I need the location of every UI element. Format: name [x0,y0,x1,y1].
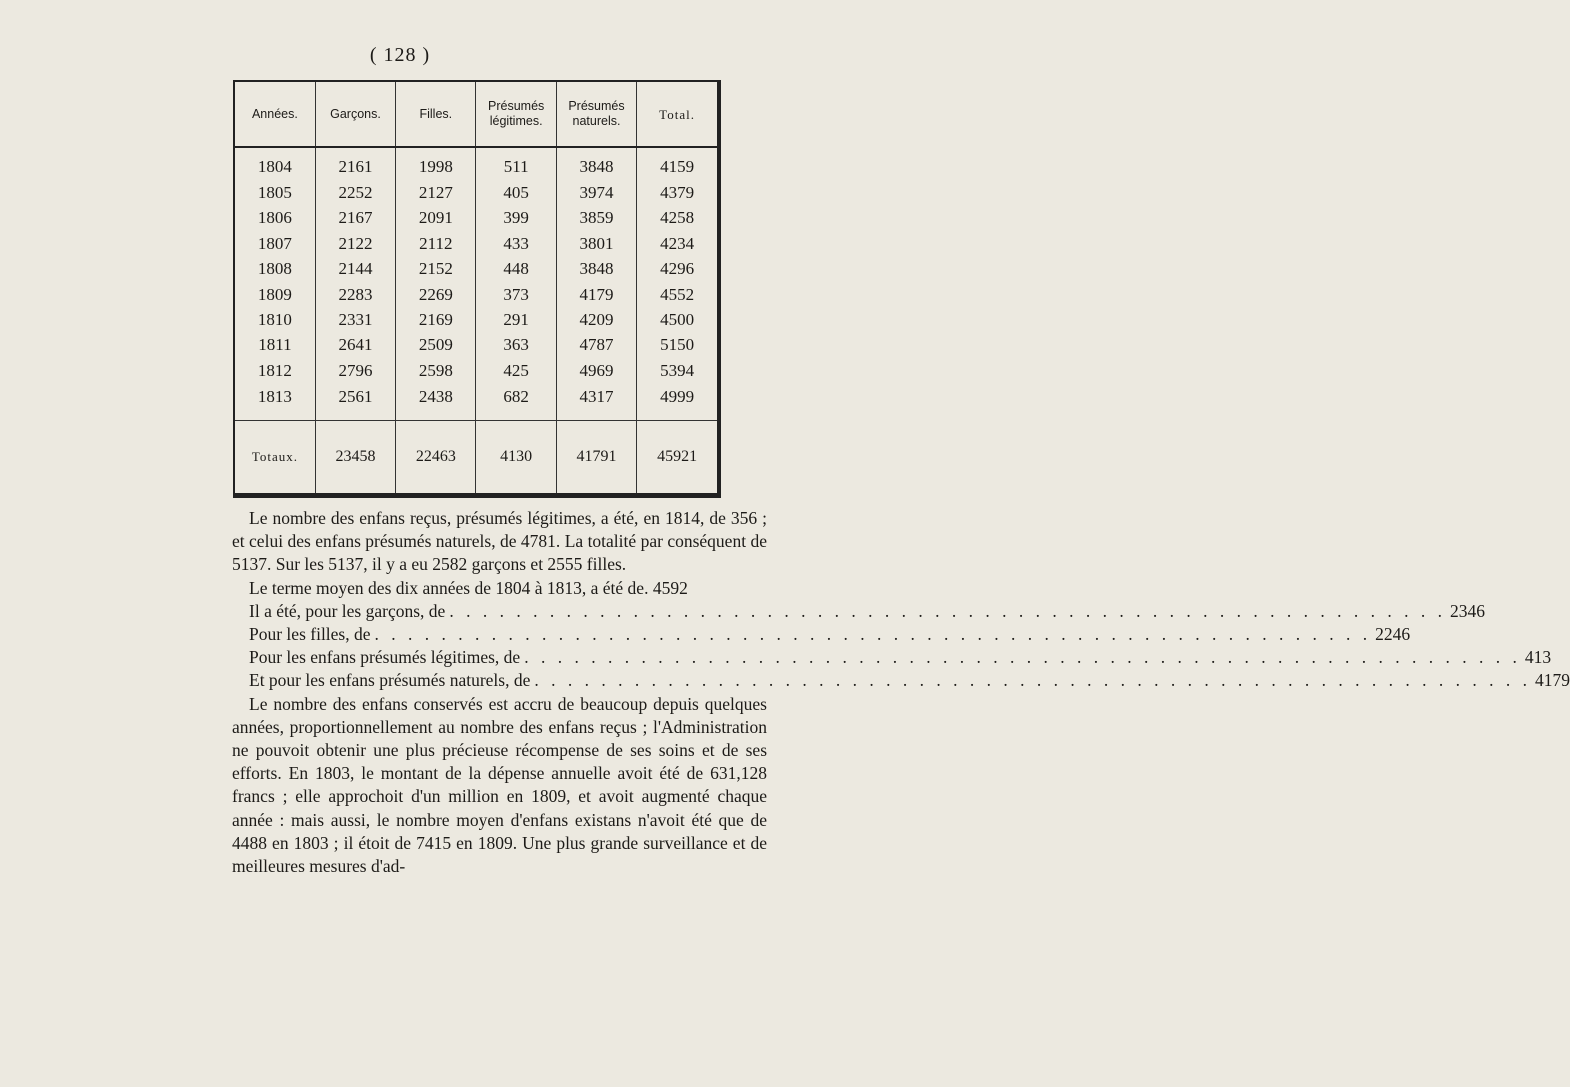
table-cell: 373 [476,282,556,307]
totals-cell: 23458 [315,421,395,493]
table-cell: 1812 [257,360,292,380]
table-cell: 1805 [257,183,292,203]
header-girls: Filles. [396,82,476,147]
table-cell: 2112 [396,231,476,256]
table-row [235,231,717,256]
table-cell: 4500 [637,307,717,332]
table-cell: 4317 [556,383,636,420]
table-cell: 363 [476,333,556,358]
dot-leader: . . . . . . . . . . . . . . . . . . . . . . . . . . . . . . . . . . . . . . . . . . . . . . . . . . . . . . . . . . . . [524,647,1521,668]
table-cell: 2161 [315,147,395,180]
table-row [235,180,717,205]
statistics-table [233,80,721,498]
average-line [232,623,1411,646]
dot-leader: . . . . . . . . . . . . . . . . . . . . . . . . . . . . . . . . . . . . . . . . . . . . . . . . . . . . . . . . . . . . [449,600,1446,621]
table-cell: 4999 [637,383,717,420]
dot-leader: . . . . . . . . . . . . . . . . . . . . . . . . . . . . . . . . . . . . . . . . . . . . . . . . . . . . . . . . . . . . [534,670,1532,691]
paragraph-conservation: Le nombre des enfans conservés est accru de beaucoup depuis quelques années, proportionnellement au nombre des enfans reçus ; l'Administration ne pouvoit obtenir une plus précieuse récompense de ses soins et de ses efforts. En 1803, le montant de la dépense annuelle avoit été de 631,128 francs ; elle approchoit d'un million en 1809, et avoit augmenté chaque année : mais aussi, le nombre moyen d'enfans existans n'avoit été que de 4488 en 1803 ; il étoit de 7415 en 1809. Une plus grande surveillance et de meilleures mesures d'ad- [232,693,767,877]
table-cell: 2167 [315,206,395,231]
table-cell: 511 [476,147,556,180]
table-row [235,206,717,231]
table-cell: 2283 [315,282,395,307]
average-label: Il a été, pour les garçons, de [249,600,446,621]
table-cell: 3974 [556,180,636,205]
table-cell: 2252 [315,180,395,205]
table-cell: 4552 [637,282,717,307]
table-cell: 2152 [396,257,476,282]
table-cell: 291 [476,307,556,332]
table-cell: 433 [476,231,556,256]
table-cell: 2269 [396,282,476,307]
table-cell: 1998 [396,147,476,180]
table-row [235,282,717,307]
table-cell: 1809 [257,284,292,304]
totals-cell: 22463 [396,421,476,493]
table-cell: 405 [476,180,556,205]
table-cell: 448 [476,257,556,282]
table-cell: 2509 [396,333,476,358]
table-cell: 4209 [556,307,636,332]
table-cell: 2796 [315,358,395,383]
table-cell: 399 [476,206,556,231]
table-cell: 1811 [258,335,292,355]
table-cell: 1808 [257,259,292,279]
table-cell: 5150 [637,333,717,358]
table-cell: 2331 [315,307,395,332]
table-row [235,383,717,420]
dot-leader: . . . . . . . . . . . . . . . . . . . . . . . . . . . . . . . . . . . . . . . . . . . . . . . . . . . . . . . . . . . . [374,624,1372,645]
table-cell: 2438 [396,383,476,420]
table-cell: 4159 [637,147,717,180]
table-cell: 2127 [396,180,476,205]
table-cell: 4296 [637,257,717,282]
table-cell: 3859 [556,206,636,231]
table-cell: 425 [476,358,556,383]
table-cell: 2091 [396,206,476,231]
table-row [235,147,717,180]
table-cell: 5394 [637,358,717,383]
table-cell: 2641 [315,333,395,358]
average-label: Et pour les enfans présumés naturels, de [249,670,531,691]
table-cell: 4258 [637,206,717,231]
totals-cell: 4130 [476,421,556,493]
table-cell: 1807 [257,233,292,253]
table-cell: 4179 [556,282,636,307]
table-header-row [235,82,717,147]
table-cell: 4234 [637,231,717,256]
average-line [232,669,1570,692]
table-cell: 4969 [556,358,636,383]
average-value: 413 [1524,647,1552,668]
totals-cell: 45921 [637,421,717,493]
table-row [235,307,717,332]
table-cell: 682 [476,383,556,420]
body-text [232,507,1570,878]
totals-row [235,421,717,493]
average-label: Pour les enfans présumés légitimes, de [249,647,521,668]
table-cell: 1810 [257,309,292,329]
table-cell: 2169 [396,307,476,332]
header-legitimate: Présumés légitimes. [476,82,556,147]
table-cell: 3848 [556,257,636,282]
average-value: 2246 [1375,624,1411,645]
table-cell: 4787 [556,333,636,358]
table-cell: 1806 [257,208,292,228]
table-cell: 3848 [556,147,636,180]
average-value: 4179 [1535,670,1570,691]
table-cell: 3801 [556,231,636,256]
table-cell: 2144 [315,257,395,282]
table-row [235,333,717,358]
table-cell: 2561 [315,383,395,420]
average-line [232,646,1552,669]
page-number: ( 128 ) [369,44,431,66]
header-boys: Garçons. [315,82,395,147]
table-row [235,257,717,282]
table-cell: 1813 [257,386,292,406]
table-cell: 4379 [637,180,717,205]
paragraph-average-total: Le terme moyen des dix années de 1804 à 1813, a été de. 4592 [249,577,688,598]
table-row [235,358,717,383]
paragraph-1814: Le nombre des enfans reçus, présumés légitimes, a été, en 1814, de 356 ; et celui des enfans présumés naturels, de 4781. La totalité par conséquent de 5137. Sur les 5137, il y a eu 2582 garçons et 2555 filles. [232,508,767,575]
average-line [232,600,1485,623]
header-natural: Présumés naturels. [556,82,636,147]
table-cell: 2598 [396,358,476,383]
average-label: Pour les filles, de [249,624,371,645]
totals-cell: 41791 [556,421,636,493]
header-years: Années. [235,82,315,147]
average-value: 2346 [1449,600,1485,621]
header-total: Total. [637,82,717,147]
table-cell: 1804 [257,157,292,177]
totals-label: Totaux. [235,421,315,493]
table-cell: 2122 [315,231,395,256]
